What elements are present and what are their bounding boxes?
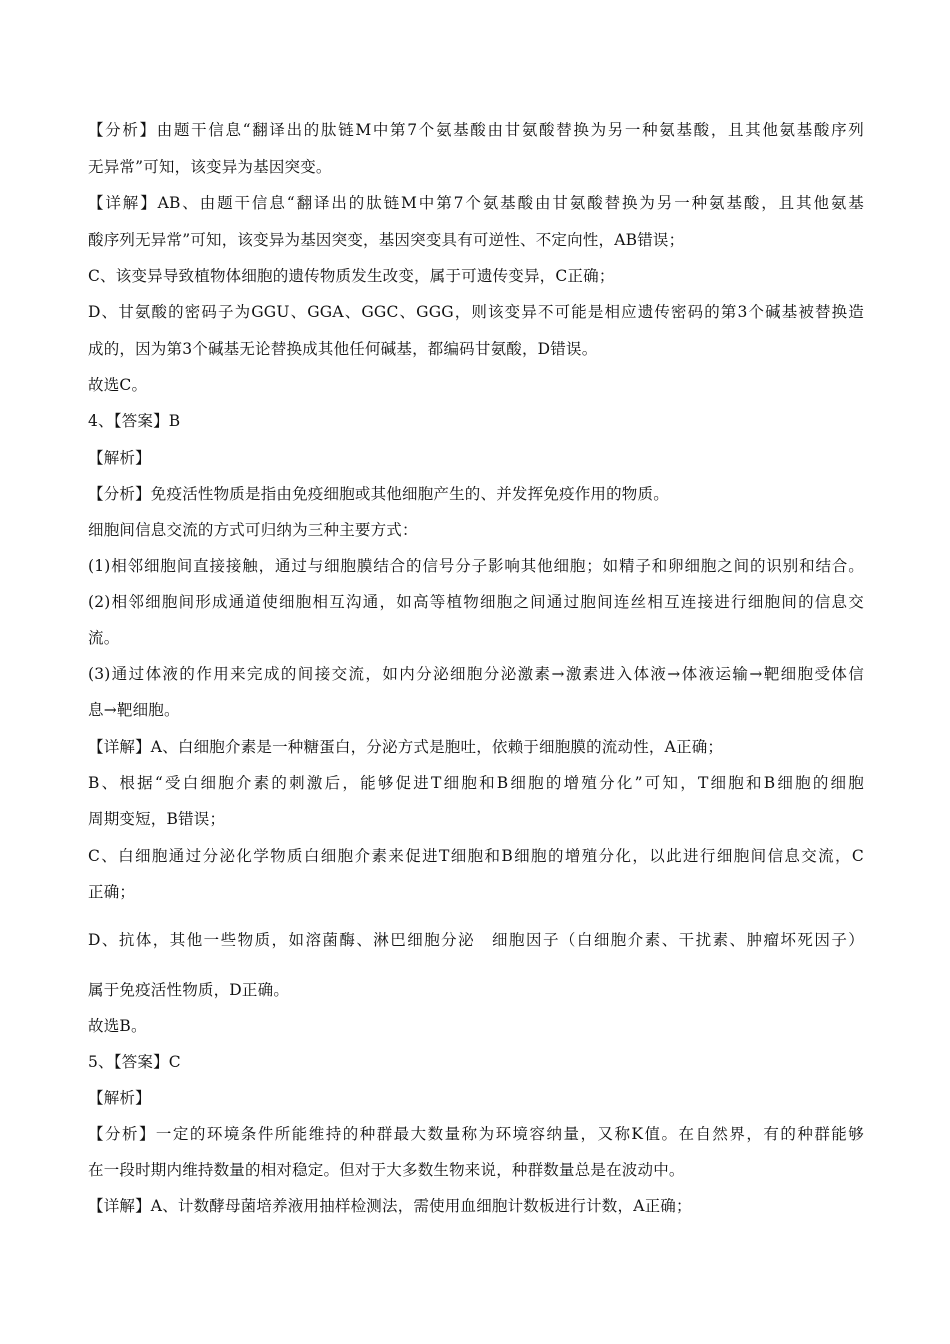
text-line: D、甘氨酸的密码子为GGU、GGA、GGC、GGG，则该变异不可能是相应遗传密码的第3个碱基被替换造 bbox=[88, 303, 864, 321]
text-line: (3)通过体液的作用来完成的间接交流，如内分泌细胞分泌激素→激素进入体液→体液运输→靶细胞受体信 bbox=[88, 665, 864, 683]
text-line: 【分析】免疫活性物质是指由免疫细胞或其他细胞产生的、并发挥免疫作用的物质。 bbox=[88, 485, 669, 503]
text-line: 正确； bbox=[88, 883, 136, 901]
text-line: C、该变异导致植物体细胞的遗传物质发生改变，属于可遗传变异，C正确； bbox=[88, 267, 615, 285]
text-line: 在一段时期内维持数量的相对稳定。但对于大多数生物来说，种群数量总是在波动中。 bbox=[88, 1161, 685, 1179]
text-line: 【详解】A、计数酵母菌培养液用抽样检测法，需使用血细胞计数板进行计数，A正确； bbox=[88, 1197, 692, 1215]
text-line: 【解析】 bbox=[88, 1089, 151, 1107]
text-line: 流。 bbox=[88, 629, 120, 647]
text-line: 【分析】一定的环境条件所能维持的种群最大数量称为环境容纳量，又称K值。在自然界，有的种群能够 bbox=[88, 1125, 864, 1143]
text-line: 4、【答案】B bbox=[88, 412, 181, 430]
text-line: 酸序列无异常”可知，该变异为基因突变，基因突变具有可逆性、不定向性，AB错误； bbox=[88, 231, 685, 249]
text-line: B、根据“受白细胞介素的刺激后，能够促进T细胞和B细胞的增殖分化”可知，T细胞和B细胞的细胞 bbox=[88, 774, 864, 792]
text-line: 细胞间信息交流的方式可归纳为三种主要方式： bbox=[88, 521, 418, 539]
text-line: 故选C。 bbox=[88, 376, 148, 394]
text-line: 5、【答案】C bbox=[88, 1053, 181, 1071]
text-line: C、白细胞通过分泌化学物质白细胞介素来促进T细胞和B细胞的增殖分化，以此进行细胞间信息交流，C bbox=[88, 847, 864, 865]
text-line: 属于免疫活性物质，D正确。 bbox=[88, 981, 290, 999]
text-line: 无异常”可知，该变异为基因突变。 bbox=[88, 158, 332, 176]
text-line: 【详解】A、白细胞介素是一种糖蛋白，分泌方式是胞吐，依赖于细胞膜的流动性，A正确； bbox=[88, 738, 724, 756]
text-line: 【分析】由题干信息“翻译出的肽链M中第7个氨基酸由甘氨酸替换为另一种氨基酸，且其他氨基酸序列 bbox=[88, 121, 864, 139]
text-line: 【解析】 bbox=[88, 449, 151, 467]
text-line: 成的，因为第3个碱基无论替换成其他任何碱基，都编码甘氨酸，D错误。 bbox=[88, 340, 598, 358]
text-line: (1)相邻细胞间直接接触，通过与细胞膜结合的信号分子影响其他细胞；如精子和卵细胞之间的识别和结合。 bbox=[88, 557, 864, 575]
text-line: (2)相邻细胞间形成通道使细胞相互沟通，如高等植物细胞之间通过胞间连丝相互连接进行细胞间的信息交 bbox=[88, 593, 864, 611]
text-line: 故选B。 bbox=[88, 1017, 147, 1035]
text-line: D、抗体，其他一些物质，如溶菌酶、淋巴细胞分泌 细胞因子（白细胞介素、干扰素、肿瘤坏死因子） bbox=[88, 931, 864, 949]
text-line: 【详解】AB、由题干信息“翻译出的肽链M中第7个氨基酸由甘氨酸替换为另一种氨基酸，且其他氨基 bbox=[88, 194, 864, 212]
text-line: 息→靶细胞。 bbox=[88, 701, 180, 719]
text-line: 周期变短，B错误； bbox=[88, 810, 226, 828]
